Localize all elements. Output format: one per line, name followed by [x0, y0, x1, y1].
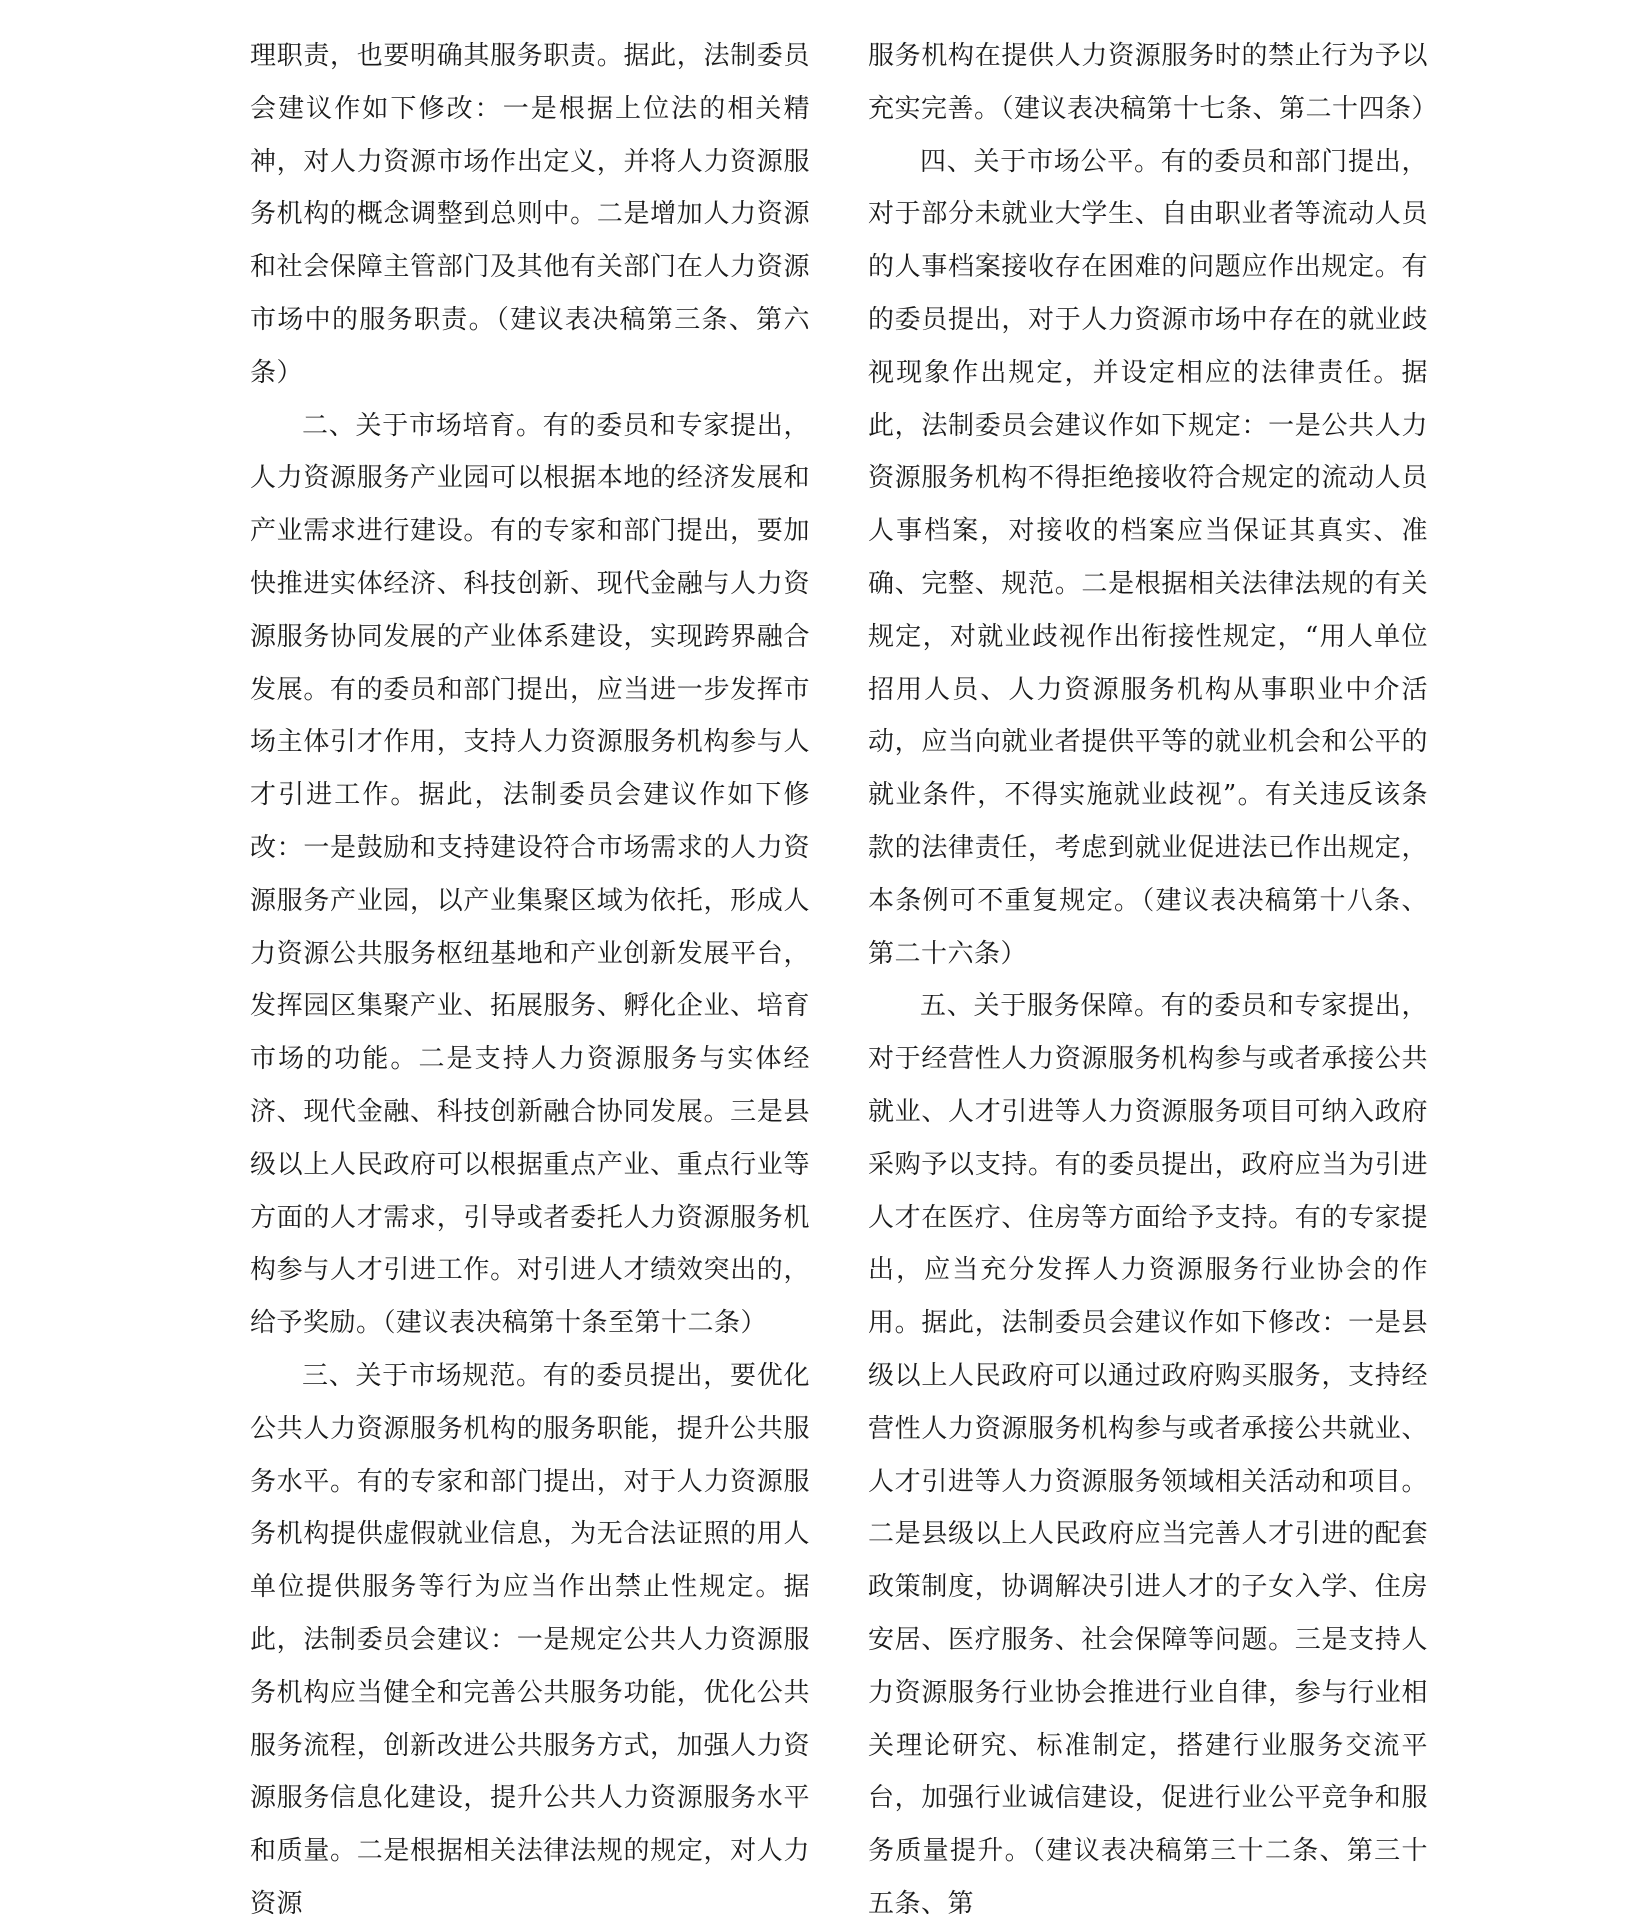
right-paragraph-3: 五、关于服务保障。有的委员和专家提出，对于经营性人力资源服务机构参与或者承接公共就业、人才引进等人力资源服务项目可纳入政府采购予以支持。有的委员提出，政府应当为引进人才在医疗、住房等方面给予支持。有的专家提出，应当充分发挥人力资源服务行业协会的作用。据此，法制委员会建议作如下修改：一是县级以上人民政府可以通过政府购买服务，支持经营性人力资源服务机构参与或者承接公共就业、人才引进等人力资源服务领域相关活动和项目。二是县级以上人民政府应当完善人才引进的配套政策制度，协调解决引进人才的子女入学、住房安居、医疗服务、社会保障等问题。三是支持人力资源服务行业协会推进行业自律，参与行业相关理论研究、标准制定，搭建行业服务交流平台，加强行业诚信建设，促进行业公平竞争和服务质量提升。（建议表决稿第三十二条、第三十五条、第: [868, 991, 1428, 1919]
left-column: [250, 30, 810, 1931]
right-column: [868, 30, 1439, 1931]
left-paragraph-3: 三、关于市场规范。有的委员提出，要优化公共人力资源服务机构的服务职能，提升公共服务水平。有的专家和部门提出，对于人力资源服务机构提供虚假就业信息，为无合法证照的用人单位提供服务等行为应当作出禁止性规定。据此，法制委员会建议：一是规定公共人力资源服务机构应当健全和完善公共服务功能，优化公共服务流程，创新改进公共服务方式，加强人力资源服务信息化建设，提升公共人力资源服务水平和质量。二是根据相关法律法规的规定，对人力资源: [250, 1360, 810, 1919]
left-paragraph-1: 理职责，也要明确其服务职责。据此，法制委员会建议作如下修改：一是根据上位法的相关精神，对人力资源市场作出定义，并将人力资源服务机构的概念调整到总则中。二是增加人力资源和社会保障主管部门及其他有关部门在人力资源市场中的服务职责。（建议表决稿第三条、第六条）: [250, 41, 810, 388]
right-paragraph-2: 四、关于市场公平。有的委员和部门提出，对于部分未就业大学生、自由职业者等流动人员的人事档案接收存在困难的问题应作出规定。有的委员提出，对于人力资源市场中存在的就业歧视现象作出规定，并设定相应的法律责任。据此，法制委员会建议作如下规定：一是公共人力资源服务机构不得拒绝接收符合规定的流动人员人事档案，对接收的档案应当保证其真实、准确、完整、规范。二是根据相关法律法规的有关规定，对就业歧视作出衔接性规定，“用人单位招用人员、人力资源服务机构从事职业中介活动，应当向就业者提供平等的就业机会和公平的就业条件，不得实施就业歧视”。有关违反该条款的法律责任，考虑到就业促进法已作出规定，本条例可不重复规定。（建议表决稿第十八条、第二十六条）: [868, 146, 1428, 969]
right-paragraph-1: 服务机构在提供人力资源服务时的禁止行为予以充实完善。（建议表决稿第十七条、第二十四条）: [868, 41, 1439, 124]
left-paragraph-2: 二、关于市场培育。有的委员和专家提出，人力资源服务产业园可以根据本地的经济发展和产业需求进行建设。有的专家和部门提出，要加快推进实体经济、科技创新、现代金融与人力资源服务协同发展的产业体系建设，实现跨界融合发展。有的委员和部门提出，应当进一步发挥市场主体引才作用，支持人力资源服务机构参与人才引进工作。据此，法制委员会建议作如下修改：一是鼓励和支持建设符合市场需求的人力资源服务产业园，以产业集聚区域为依托，形成人力资源公共服务枢纽基地和产业创新发展平台，发挥园区集聚产业、拓展服务、孵化企业、培育市场的功能。二是支持人力资源服务与实体经济、现代金融、科技创新融合协同发展。三是县级以上人民政府可以根据重点产业、重点行业等方面的人才需求，引导或者委托人力资源服务机构参与人才引进工作。对引进人才绩效突出的，给予奖励。（建议表决稿第十条至第十二条）: [250, 410, 810, 1339]
